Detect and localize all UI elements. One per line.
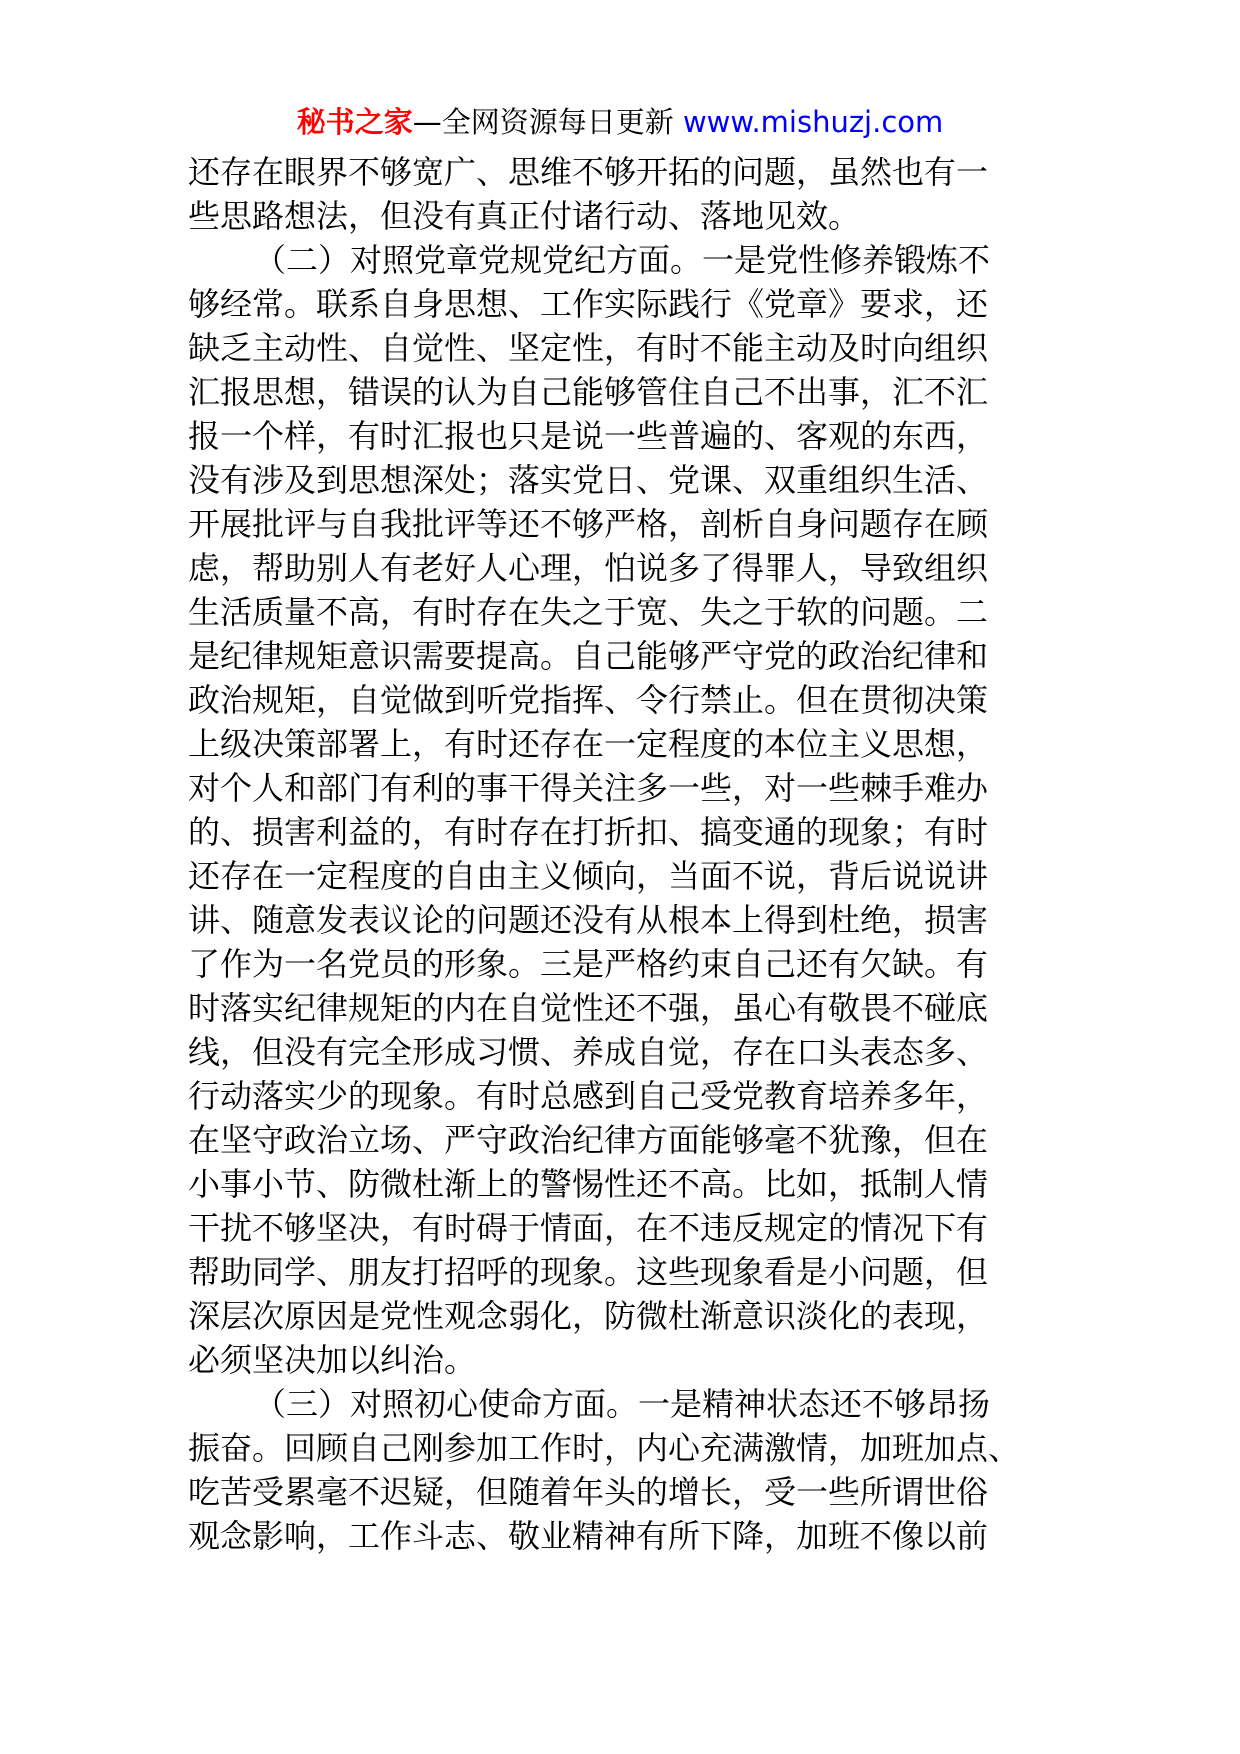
header-tagline: —全网资源每日更新 <box>412 105 683 139</box>
site-url-link[interactable]: www.mishuzj.com <box>682 105 944 139</box>
text-line: 够经常。联系自身思想、工作实际践行《党章》要求，还 <box>188 285 989 323</box>
text-line: 报一个样，有时汇报也只是说一些普遍的、客观的东西， <box>188 417 989 455</box>
text-line: 干扰不够坚决，有时碍于情面，在不违反规定的情况下有 <box>188 1209 989 1247</box>
text-line: 必须坚决加以纠治。 <box>188 1341 477 1379</box>
text-line: 开展批评与自我批评等还不够严格，剖析自身问题存在顾 <box>188 505 989 543</box>
text-line: 时落实纪律规矩的内在自觉性还不强，虽心有敬畏不碰底 <box>188 989 989 1027</box>
text-line: 深层次原因是党性观念弱化，防微杜渐意识淡化的表现， <box>188 1297 989 1335</box>
text-line: 是纪律规矩意识需要提高。自己能够严守党的政治纪律和 <box>188 637 989 675</box>
text-line: 上级决策部署上，有时还存在一定程度的本位主义思想， <box>188 725 989 763</box>
text-line: 观念影响，工作斗志、敬业精神有所下降，加班不像以前 <box>188 1517 989 1555</box>
text-line: 还存在一定程度的自由主义倾向，当面不说，背后说说讲 <box>188 857 989 895</box>
text-line: 没有涉及到思想深处；落实党日、党课、双重组织生活、 <box>188 461 989 499</box>
brand-name: 秘书之家 <box>296 105 413 139</box>
text-line: 帮助同学、朋友打招呼的现象。这些现象看是小问题，但 <box>188 1253 989 1291</box>
text-line: 行动落实少的现象。有时总感到自己受党教育培养多年， <box>188 1077 989 1115</box>
text-line: 还存在眼界不够宽广、思维不够开拓的问题，虽然也有一 <box>188 153 989 191</box>
text-line: 些思路想法，但没有真正付诸行动、落地见效。 <box>188 197 861 235</box>
text-line: 振奋。回顾自己刚参加工作时，内心充满激情，加班加点、 <box>188 1429 1021 1467</box>
document-header <box>0 102 1240 142</box>
document-body <box>188 150 1068 1558</box>
text-line: 讲、随意发表议论的问题还没有从根本上得到杜绝，损害 <box>188 901 989 939</box>
text-line: 缺乏主动性、自觉性、坚定性，有时不能主动及时向组织 <box>188 329 989 367</box>
text-line: 政治规矩，自觉做到听党指挥、令行禁止。但在贯彻决策 <box>188 681 989 719</box>
text-line: 线，但没有完全形成习惯、养成自觉，存在口头表态多、 <box>188 1033 989 1071</box>
text-line: 对个人和部门有利的事干得关注多一些，对一些棘手难办 <box>188 769 989 807</box>
text-line: 吃苦受累毫不迟疑，但随着年头的增长，受一些所谓世俗 <box>188 1473 989 1511</box>
text-line: 生活质量不高，有时存在失之于宽、失之于软的问题。二 <box>188 593 989 631</box>
text-line: 虑，帮助别人有老好人心理，怕说多了得罪人，导致组织 <box>188 549 989 587</box>
section-three-heading-line: （三）对照初心使命方面。一是精神状态还不够昂扬 <box>254 1385 991 1423</box>
text-line: 小事小节、防微杜渐上的警惕性还不高。比如，抵制人情 <box>188 1165 989 1203</box>
text-line: 了作为一名党员的形象。三是严格约束自己还有欠缺。有 <box>188 945 989 983</box>
text-line: 的、损害利益的，有时存在打折扣、搞变通的现象；有时 <box>188 813 989 851</box>
section-two-heading-line: （二）对照党章党规党纪方面。一是党性修养锻炼不 <box>254 241 991 279</box>
text-line: 汇报思想，错误的认为自己能够管住自己不出事，汇不汇 <box>188 373 989 411</box>
text-line: 在坚守政治立场、严守政治纪律方面能够毫不犹豫，但在 <box>188 1121 989 1159</box>
